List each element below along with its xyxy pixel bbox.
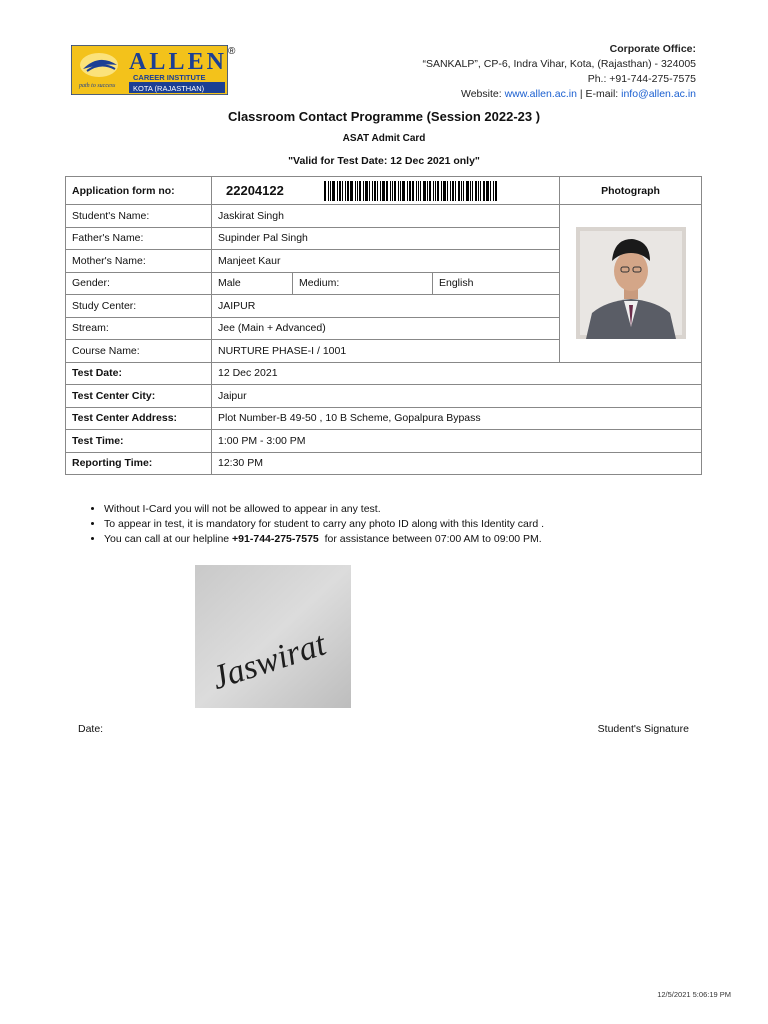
test-city: Jaipur bbox=[212, 385, 702, 408]
reporting-time: 12:30 PM bbox=[212, 452, 702, 475]
barcode-bar bbox=[412, 181, 414, 201]
reporting-time-label: Reporting Time: bbox=[66, 452, 212, 475]
table-row bbox=[66, 205, 702, 228]
barcode-bar bbox=[463, 181, 464, 201]
barcode-bar bbox=[369, 181, 370, 201]
table-row bbox=[66, 177, 702, 205]
barcode-bar bbox=[418, 181, 419, 201]
barcode-bar bbox=[386, 181, 388, 201]
barcode-bar bbox=[493, 181, 494, 201]
validity-note: "Valid for Test Date: 12 Dec 2021 only" bbox=[288, 155, 480, 167]
application-cell bbox=[212, 177, 560, 205]
logo-line1: CAREER INSTITUTE bbox=[133, 73, 206, 82]
course: NURTURE PHASE-I / 1001 bbox=[212, 340, 560, 363]
barcode-bar bbox=[420, 181, 421, 201]
barcode-bar bbox=[337, 181, 338, 201]
logo-emblem-icon bbox=[80, 53, 118, 77]
test-address-label: Test Center Address: bbox=[66, 407, 212, 430]
barcode-bar bbox=[472, 181, 473, 201]
barcode-bar bbox=[427, 181, 428, 201]
barcode-bar bbox=[347, 181, 349, 201]
signature-image bbox=[195, 565, 351, 708]
test-date: 12 Dec 2021 bbox=[212, 362, 702, 385]
page-title: Classroom Contact Programme (Session 2022-23 ) bbox=[227, 109, 541, 124]
website-label: Website: bbox=[460, 88, 502, 100]
barcode-bar bbox=[398, 181, 399, 201]
barcode-bar bbox=[480, 181, 481, 201]
student-photo bbox=[576, 227, 686, 339]
barcode-bar bbox=[407, 181, 408, 201]
barcode-bar bbox=[435, 181, 436, 201]
list-item: • Without I-Card you will not be allowed to appear in any test. bbox=[104, 502, 544, 517]
barcode-bar bbox=[461, 181, 462, 201]
application-label: Application form no: bbox=[66, 177, 212, 205]
photo-cell bbox=[560, 205, 702, 363]
signature-label: Student's Signature bbox=[597, 723, 689, 735]
table-row bbox=[66, 452, 702, 475]
barcode-bar bbox=[447, 181, 448, 201]
barcode-bar bbox=[466, 181, 469, 201]
barcode-bar bbox=[332, 181, 335, 201]
stream: Jee (Main + Advanced) bbox=[212, 317, 560, 340]
barcode-bar bbox=[339, 181, 341, 201]
barcode-bar bbox=[483, 181, 485, 201]
students-name-label: Student's Name: bbox=[66, 205, 212, 228]
test-city-label: Test Center City: bbox=[66, 385, 212, 408]
gender-label: Gender: bbox=[66, 272, 212, 295]
course-label: Course Name: bbox=[66, 340, 212, 363]
test-time: 1:00 PM - 3:00 PM bbox=[212, 430, 702, 453]
barcode-bar bbox=[357, 181, 358, 201]
phone: Ph.: +91-744-275-7575 bbox=[587, 73, 696, 85]
date-label: Date: bbox=[78, 723, 104, 735]
barcode-bar bbox=[392, 181, 393, 201]
medium-label: Medium: bbox=[293, 272, 433, 295]
barcode-bar bbox=[416, 181, 417, 201]
barcode-bar bbox=[382, 181, 385, 201]
address: “SANKALP”, CP-6, Indra Vihar, Kota, (Rajasthan) - 324005 bbox=[422, 58, 696, 70]
barcode-bar bbox=[330, 181, 331, 201]
barcode-bar bbox=[402, 181, 405, 201]
medium-value: English bbox=[433, 272, 560, 295]
study-center: JAIPUR bbox=[212, 295, 560, 318]
mothers-name: Manjeet Kaur bbox=[212, 250, 560, 273]
helpline-prefix: You can call at our helpline bbox=[104, 533, 233, 545]
barcode-bar bbox=[455, 181, 456, 201]
barcode-bar bbox=[458, 181, 460, 201]
barcode-bar bbox=[490, 181, 491, 201]
corporate-office-label: Corporate Office: bbox=[609, 43, 696, 55]
barcode-bar bbox=[478, 181, 479, 201]
list-item: • To appear in test, it is mandatory for student to carry any photo ID along with this Identity card . bbox=[104, 517, 544, 532]
email-label: | E-mail: bbox=[579, 88, 619, 100]
corporate-office bbox=[422, 42, 696, 102]
barcode-bar bbox=[372, 181, 373, 201]
barcode-bar bbox=[441, 181, 442, 201]
barcode-bar bbox=[350, 181, 353, 201]
barcode-bar bbox=[495, 181, 497, 201]
barcode-bar bbox=[450, 181, 451, 201]
barcode-bar bbox=[324, 181, 326, 201]
allen-logo bbox=[71, 45, 228, 95]
barcode-bar bbox=[452, 181, 454, 201]
website-link[interactable]: www.allen.ac.in bbox=[504, 88, 577, 100]
study-center-label: Study Center: bbox=[66, 295, 212, 318]
mothers-name-label: Mother's Name: bbox=[66, 250, 212, 273]
barcode-bar bbox=[342, 181, 343, 201]
instructions-list bbox=[90, 502, 544, 547]
table-row bbox=[66, 385, 702, 408]
table-row bbox=[66, 430, 702, 453]
logo-line2: KOTA (RAJASTHAN) bbox=[133, 84, 205, 93]
admit-card-table bbox=[65, 176, 702, 475]
barcode-bar bbox=[400, 181, 401, 201]
barcode-bar bbox=[345, 181, 346, 201]
test-date-label: Test Date: bbox=[66, 362, 212, 385]
barcode-bar bbox=[409, 181, 411, 201]
helpline-suffix: for assistance between 07:00 AM to 09:00 PM. bbox=[318, 533, 542, 545]
registered-mark: ® bbox=[228, 46, 236, 57]
students-name: Jaskirat Singh bbox=[212, 205, 560, 228]
barcode-bar bbox=[470, 181, 471, 201]
logo-tagline: path to success bbox=[79, 83, 116, 89]
email-link[interactable]: info@allen.ac.in bbox=[621, 88, 696, 100]
barcode-bar bbox=[394, 181, 396, 201]
barcode-bar bbox=[328, 181, 329, 201]
barcode-bar bbox=[377, 181, 378, 201]
barcode-bar bbox=[486, 181, 489, 201]
barcode bbox=[324, 181, 498, 201]
barcode-bar bbox=[443, 181, 446, 201]
helpline-number: +91-744-275-7575 bbox=[232, 533, 319, 545]
barcode-bar bbox=[374, 181, 376, 201]
barcode-bar bbox=[365, 181, 368, 201]
logo-brand: ALLEN bbox=[129, 49, 224, 75]
test-time-label: Test Time: bbox=[66, 430, 212, 453]
table-row bbox=[66, 362, 702, 385]
test-address: Plot Number-B 49-50 , 10 B Scheme, Gopalpura Bypass bbox=[212, 407, 702, 430]
fathers-name: Supinder Pal Singh bbox=[212, 227, 560, 250]
barcode-bar bbox=[475, 181, 477, 201]
barcode-bar bbox=[359, 181, 361, 201]
admit-card-subtitle: ASAT Admit Card bbox=[342, 133, 426, 144]
stream-label: Stream: bbox=[66, 317, 212, 340]
list-item bbox=[104, 532, 544, 547]
fathers-name-label: Father's Name: bbox=[66, 227, 212, 250]
barcode-bar bbox=[390, 181, 391, 201]
barcode-bar bbox=[429, 181, 431, 201]
barcode-bar bbox=[355, 181, 356, 201]
print-timestamp: 12/5/2021 5:06:19 PM bbox=[657, 990, 731, 999]
barcode-bar bbox=[437, 181, 439, 201]
table-row bbox=[66, 407, 702, 430]
barcode-bar bbox=[380, 181, 381, 201]
signature-text: Jaswirat bbox=[207, 625, 331, 698]
application-number: 22204122 bbox=[226, 183, 284, 198]
gender-value: Male bbox=[212, 272, 293, 295]
barcode-bar bbox=[363, 181, 364, 201]
barcode-bar bbox=[433, 181, 434, 201]
photograph-label: Photograph bbox=[560, 177, 702, 205]
barcode-bar bbox=[423, 181, 426, 201]
